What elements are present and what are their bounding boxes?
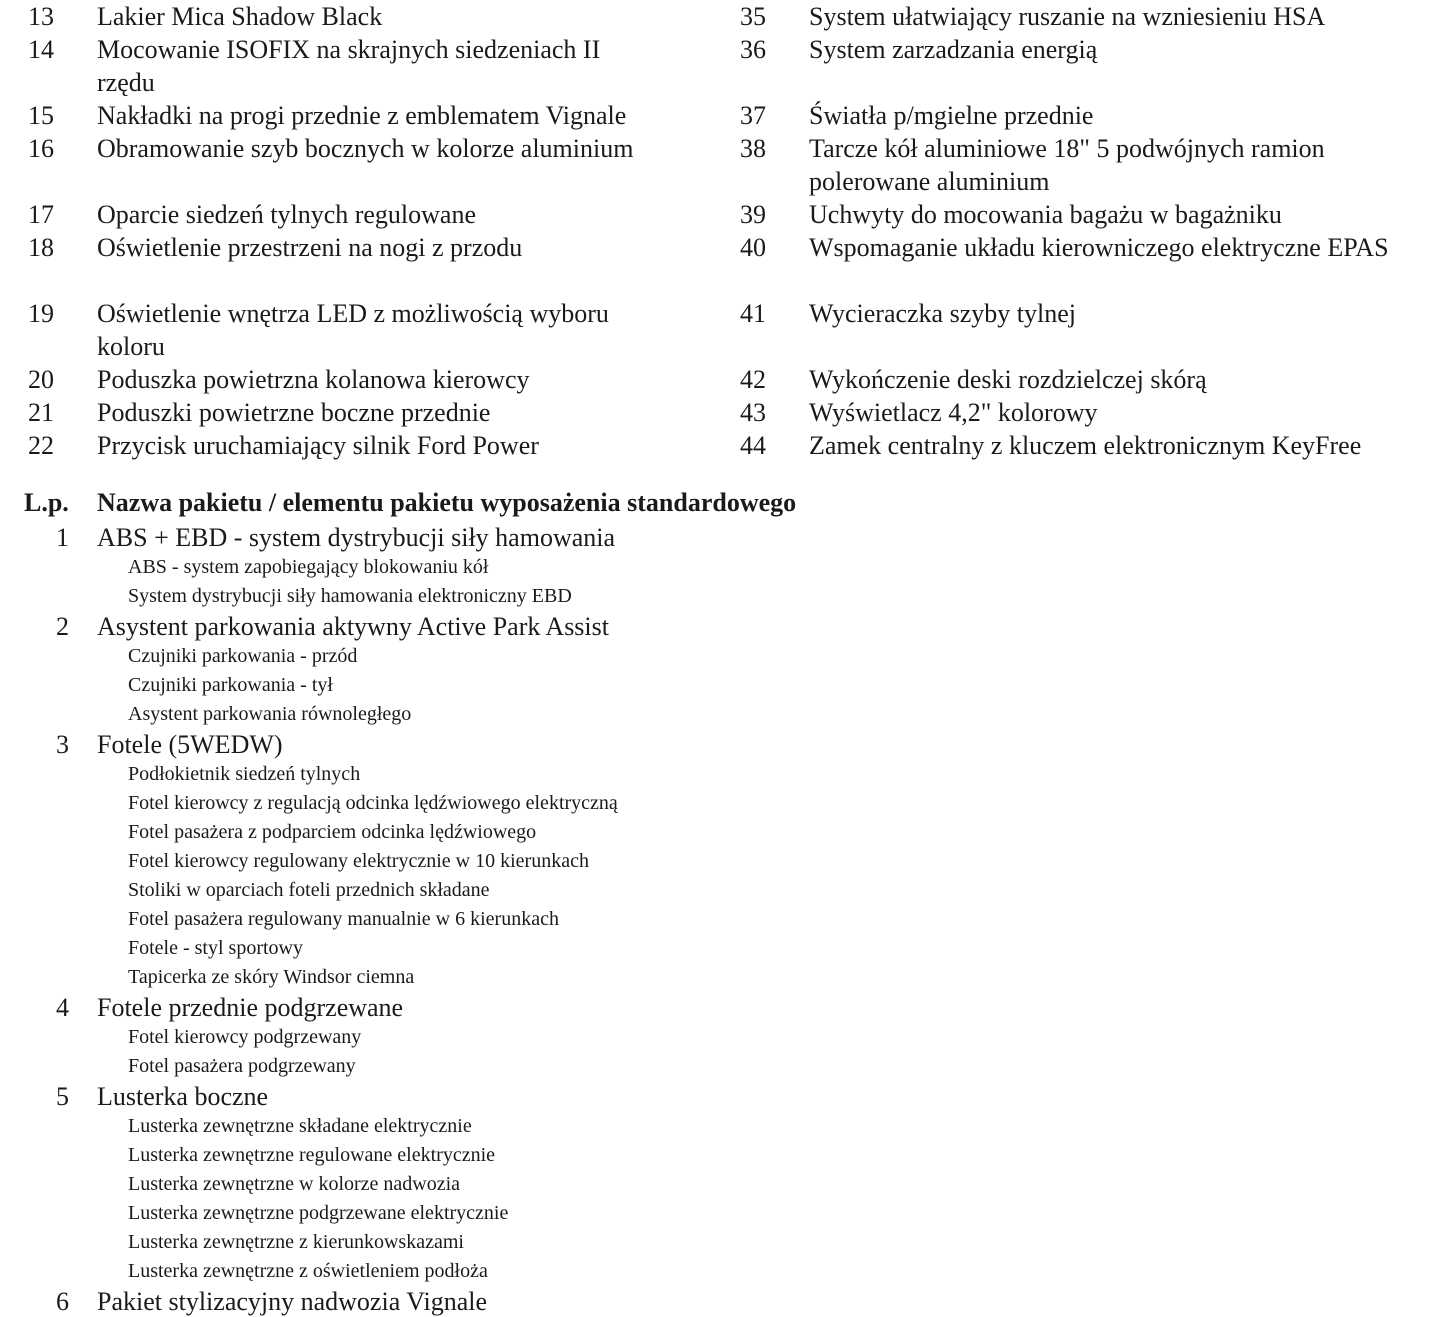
item-text: Poduszka powietrzna kolanowa kierowcy: [97, 365, 530, 394]
list-item: [28, 0, 728, 33]
package-row: [28, 1081, 1408, 1112]
item-number: 41: [740, 299, 766, 328]
package-number: 1: [56, 523, 69, 552]
item-text: System ułatwiający ruszanie na wzniesieniu HSA: [809, 2, 1326, 31]
header-title: Nazwa pakietu / elementu pakietu wyposażenia standardowego: [97, 488, 797, 517]
item-number: 15: [28, 101, 54, 130]
item-text: Przycisk uruchamiający silnik Ford Power: [97, 431, 539, 460]
item-text: Zamek centralny z kluczem elektronicznym KeyFree: [809, 431, 1362, 460]
package-name: Asystent parkowania aktywny Active Park Assist: [97, 612, 609, 641]
package-number: 4: [56, 993, 69, 1022]
list-item: [740, 0, 1430, 33]
list-item: [740, 429, 1430, 462]
package-name: ABS + EBD - system dystrybucji siły hamowania: [97, 523, 616, 552]
item-text: Oparcie siedzeń tylnych regulowane: [97, 200, 477, 229]
package-name: Lusterka boczne: [97, 1082, 269, 1111]
item-text: Wyświetlacz 4,2" kolorowy: [809, 398, 1098, 427]
equipment-list-right: [740, 0, 1430, 462]
item-text: Oświetlenie przestrzeni na nogi z przodu: [97, 233, 523, 262]
package-row: [28, 729, 1408, 760]
package-element: Fotel kierowcy regulowany elektrycznie w 10 kierunkach: [128, 850, 589, 872]
item-text: Oświetlenie wnętrza LED z możliwością wyboru koloru: [97, 299, 609, 361]
item-number: 16: [28, 134, 54, 163]
package-element: System dystrybucji siły hamowania elektroniczny EBD: [128, 585, 572, 607]
item-number: 39: [740, 200, 766, 229]
package-element: Fotel pasażera podgrzewany: [128, 1055, 356, 1077]
list-item: [740, 99, 1430, 132]
item-text: Lakier Mica Shadow Black: [97, 2, 383, 31]
package-name: Fotele (5WEDW): [97, 730, 283, 759]
package-element: Lusterka zewnętrzne składane elektrycznie: [128, 1115, 472, 1137]
package-element: ABS - system zapobiegający blokowaniu kół: [128, 556, 489, 578]
package-element: Fotel kierowcy z regulacją odcinka lędźwiowego elektryczną: [128, 792, 618, 814]
package-element: Tapicerka ze skóry Windsor ciemna: [128, 966, 415, 988]
item-number: 42: [740, 365, 766, 394]
equipment-list-left: [28, 0, 728, 462]
packages-header: [24, 486, 796, 520]
item-number: 37: [740, 101, 766, 130]
item-text: Mocowanie ISOFIX na skrajnych siedzeniach II rzędu: [97, 35, 601, 97]
item-text: Wykończenie deski rozdzielczej skórą: [809, 365, 1207, 394]
list-item: [740, 396, 1430, 429]
list-item: [740, 198, 1430, 231]
package-element: Podłokietnik siedzeń tylnych: [128, 763, 361, 785]
list-item: [28, 396, 728, 429]
package-element: Fotele - styl sportowy: [128, 937, 303, 959]
list-item: [28, 429, 728, 462]
item-number: 40: [740, 233, 766, 262]
item-number: 17: [28, 200, 54, 229]
item-text: Wycieraczka szyby tylnej: [809, 299, 1076, 328]
package-element: Lusterka zewnętrzne regulowane elektrycznie: [128, 1144, 496, 1166]
item-text: Wspomaganie układu kierowniczego elektryczne EPAS: [809, 233, 1389, 262]
item-number: 38: [740, 134, 766, 163]
package-number: 6: [56, 1287, 69, 1316]
package-element: Lusterka zewnętrzne w kolorze nadwozia: [128, 1173, 461, 1195]
item-text: System zarzadzania energią: [809, 35, 1098, 64]
list-item: [740, 132, 1430, 198]
package-row: [28, 522, 1408, 553]
list-item: [740, 297, 1430, 363]
list-item: [28, 99, 728, 132]
item-number: 19: [28, 299, 54, 328]
package-element: Fotel pasażera z podparciem odcinka lędźwiowego: [128, 821, 537, 843]
list-item: [28, 363, 728, 396]
list-item: [740, 231, 1430, 297]
item-number: 20: [28, 365, 54, 394]
item-number: 44: [740, 431, 766, 460]
package-row: [28, 611, 1408, 642]
package-element: Fotel kierowcy podgrzewany: [128, 1026, 362, 1048]
header-number-label: L.p.: [24, 488, 69, 517]
package-row: [28, 1286, 1408, 1317]
package-row: [28, 992, 1408, 1023]
package-element: Fotel pasażera regulowany manualnie w 6 kierunkach: [128, 908, 559, 930]
list-item: [740, 363, 1430, 396]
package-element: Lusterka zewnętrzne z oświetleniem podłoża: [128, 1260, 488, 1282]
package-element: Czujniki parkowania - tył: [128, 674, 333, 696]
list-item: [740, 33, 1430, 99]
item-text: Uchwyty do mocowania bagażu w bagażniku: [809, 200, 1282, 229]
package-name: Pakiet stylizacyjny nadwozia Vignale: [97, 1287, 488, 1316]
list-item: [28, 198, 728, 231]
package-element: Czujniki parkowania - przód: [128, 645, 358, 667]
list-item: [28, 231, 728, 297]
item-number: 13: [28, 2, 54, 31]
list-item: [28, 33, 728, 99]
item-number: 21: [28, 398, 54, 427]
item-text: Obramowanie szyb bocznych w kolorze aluminium: [97, 134, 634, 163]
package-number: 5: [56, 1082, 69, 1111]
item-number: 36: [740, 35, 766, 64]
item-text: Tarcze kół aluminiowe 18" 5 podwójnych ramion polerowane aluminium: [809, 134, 1325, 196]
item-text: Poduszki powietrzne boczne przednie: [97, 398, 491, 427]
package-element: Asystent parkowania równoległego: [128, 703, 412, 725]
item-number: 43: [740, 398, 766, 427]
item-number: 18: [28, 233, 54, 262]
item-text: Nakładki na progi przednie z emblematem Vignale: [97, 101, 627, 130]
package-number: 3: [56, 730, 69, 759]
item-number: 14: [28, 35, 54, 64]
package-element: Lusterka zewnętrzne podgrzewane elektrycznie: [128, 1202, 509, 1224]
packages-list: [28, 522, 1408, 1317]
item-number: 22: [28, 431, 54, 460]
package-number: 2: [56, 612, 69, 641]
package-element: Stoliki w oparciach foteli przednich składane: [128, 879, 490, 901]
package-name: Fotele przednie podgrzewane: [97, 993, 404, 1022]
package-element: Lusterka zewnętrzne z kierunkowskazami: [128, 1231, 464, 1253]
item-text: Światła p/mgielne przednie: [809, 101, 1094, 130]
item-number: 35: [740, 2, 766, 31]
list-item: [28, 132, 728, 198]
list-item: [28, 297, 728, 363]
